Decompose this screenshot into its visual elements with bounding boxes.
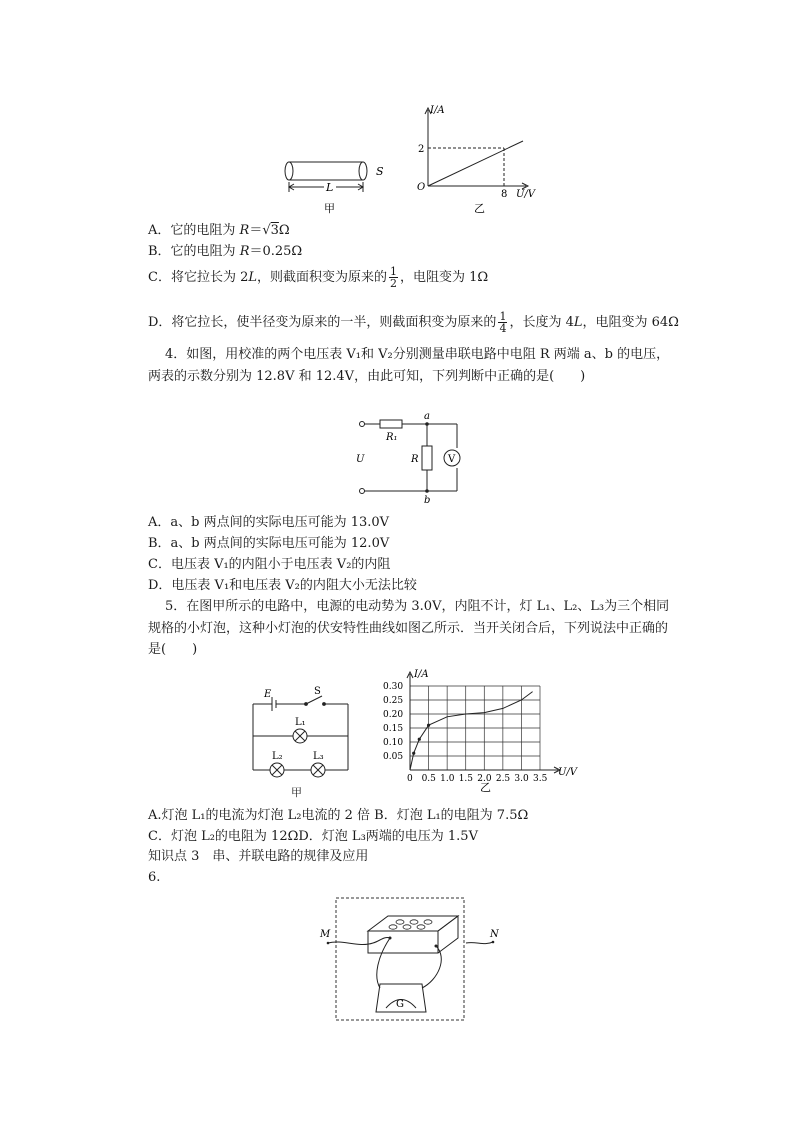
- section-heading: 知识点 3 串、并联电路的规律及应用: [148, 849, 369, 864]
- q3-option-a: A．它的电阻为 R＝√3Ω: [148, 223, 290, 238]
- label-u: U: [356, 454, 365, 465]
- q5-stem-line1: 5．在图甲所示的电路中，电源的电动势为 3.0V，内阻不计，灯 L₁、L₂、L₃为三个相同: [165, 599, 670, 614]
- q5-iu-graph: [380, 664, 580, 794]
- iu-ytick: 2: [418, 144, 425, 155]
- fraction-one-half: $\frac{1}{2}$: [390, 265, 398, 290]
- resistance-knobs: [389, 920, 432, 929]
- label-a: a: [424, 412, 430, 422]
- figure-iu-line: [408, 100, 548, 218]
- resistor-r1: [380, 420, 402, 428]
- q6-number: 6.: [148, 870, 161, 885]
- curve-point: [427, 724, 430, 727]
- q6-figure: [318, 896, 518, 1024]
- label-b: b: [424, 495, 431, 506]
- iu-xlabel: U/V: [516, 189, 536, 200]
- q5-options-line2: C．灯泡 L₂的电阻为 12ΩD．灯泡 L₃两端的电压为 1.5V: [148, 829, 478, 844]
- y-tick-label: 0.20: [383, 710, 404, 720]
- q5-stem-line2: 规格的小灯泡，这种小灯泡的伏安特性曲线如图乙所示．当开关闭合后，下列说法中正确的: [148, 621, 669, 636]
- fig-jia-caption: 甲: [324, 202, 335, 215]
- label-e: E: [264, 689, 272, 700]
- x-tick-label: 3.5: [533, 774, 548, 784]
- q5-fig-jia-caption: 甲: [291, 786, 302, 799]
- label-l2: L₂: [272, 751, 283, 762]
- q5-options-line1: A.灯泡 L₁的电流为灯泡 L₂电流的 2 倍 B．灯泡 L₁的电阻为 7.5Ω: [148, 808, 529, 823]
- q4-option-b: B．a、b 两点间的实际电压可能为 12.0V: [148, 536, 390, 551]
- q5-stem-line3: 是( ): [148, 642, 198, 657]
- q5-xlabel: U/V: [558, 767, 578, 778]
- q5-ylabel: I/A: [414, 669, 429, 680]
- fraction-one-quarter: $\frac{1}{4}$: [499, 310, 507, 335]
- x-tick-label: 2.5: [495, 774, 511, 784]
- y-tick-label: 0.15: [383, 724, 404, 734]
- resistor-r: [422, 446, 432, 470]
- q4-circuit: [350, 412, 470, 507]
- fig-yi-caption: 乙: [474, 202, 485, 215]
- q3-option-c: C．将它拉长为 2L，则截面积变为原来的 $\frac{1}{2}$ ，电阻变为 1Ω: [148, 265, 489, 290]
- curve-point: [412, 752, 415, 755]
- label-n: N: [490, 929, 499, 940]
- cylinder-l-label: L: [326, 181, 334, 194]
- y-tick-label: 0.05: [383, 752, 404, 762]
- q4-option-d: D．电压表 V₁和电压表 V₂的内阻大小无法比较: [148, 578, 417, 593]
- iu-origin: O: [417, 182, 426, 193]
- label-r1: R₁: [386, 432, 398, 443]
- y-tick-label: 0.25: [383, 696, 404, 706]
- label-r: R: [411, 454, 419, 465]
- label-l3: L₃: [313, 751, 324, 762]
- label-g: G: [396, 999, 404, 1010]
- iu-ylabel: I/A: [430, 105, 445, 116]
- q4-stem-line2: 两表的示数分别为 12.8V 和 12.4V，由此可知，下列判断中正确的是( ): [148, 369, 586, 384]
- q5-graph-caption: 乙: [480, 781, 491, 794]
- switch-arm: [306, 696, 322, 704]
- y-tick-label: 0.10: [383, 738, 404, 748]
- q4-stem-line1: 4．如图，用校准的两个电压表 V₁和 V₂分别测量串联电路中电阻 R 两端 a、b 的电压，: [165, 347, 670, 362]
- x-tick-label: 1.0: [440, 774, 455, 784]
- cylinder-s-label: S: [376, 165, 384, 178]
- figure-cylinder: [280, 150, 390, 220]
- q3-option-b: B．它的电阻为 R＝0.25Ω: [148, 244, 303, 259]
- curve-point: [418, 738, 421, 741]
- q4-option-a: A．a、b 两点间的实际电压可能为 13.0V: [148, 515, 390, 530]
- label-s: S: [314, 686, 321, 697]
- resistance-box: [368, 931, 438, 953]
- q4-option-c: C．电压表 V₁的内阻小于电压表 V₂的内阻: [148, 557, 391, 572]
- y-tick-label: 0.30: [383, 682, 404, 692]
- iu-xtick: 8: [501, 189, 508, 200]
- label-l1: L₁: [295, 717, 306, 728]
- x-tick-label: 0.5: [421, 774, 436, 784]
- x-tick-label: 2.0: [477, 774, 492, 784]
- label-m: M: [320, 929, 331, 940]
- q3-option-d: D．将它拉长，使半径变为原来的一半，则截面积变为原来的 $\frac{1}{4}$ ，长度为 4L，电阻变为 64Ω: [148, 310, 679, 335]
- x-tick-label: 1.5: [458, 774, 474, 784]
- x-tick-label: 0: [407, 774, 413, 784]
- q5-circuit: [248, 684, 358, 784]
- x-tick-label: 3.0: [514, 774, 529, 784]
- label-v: V: [448, 454, 456, 465]
